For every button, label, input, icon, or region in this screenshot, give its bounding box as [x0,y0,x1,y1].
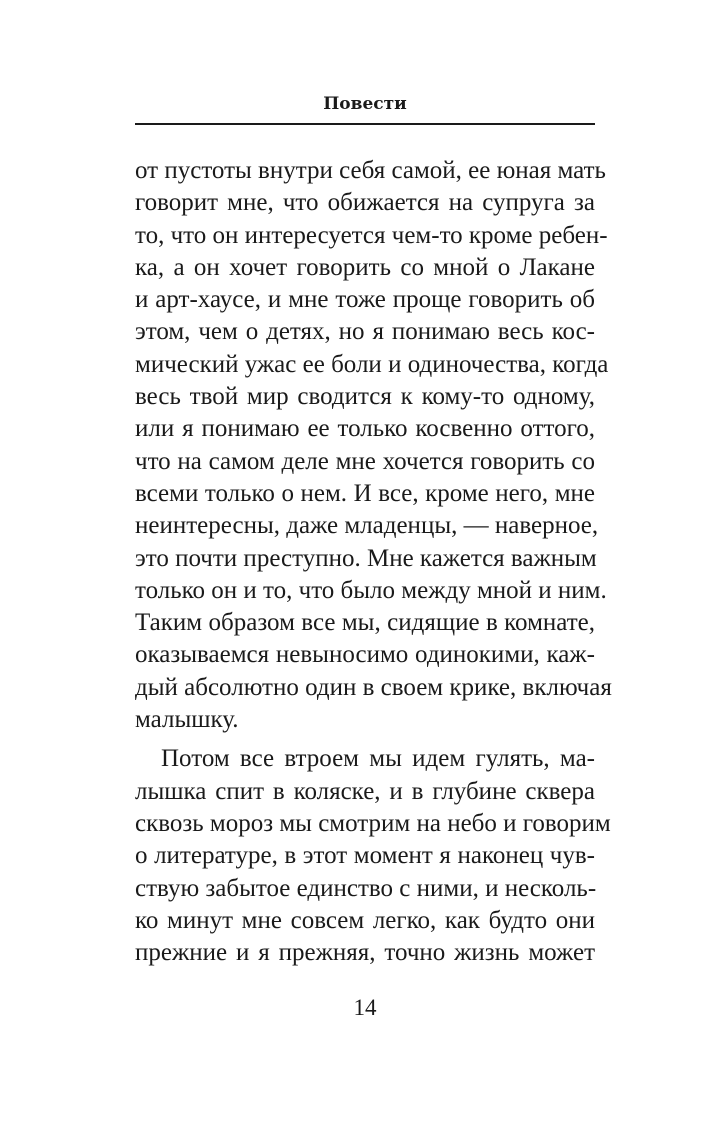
text-line: весь твой мир сводится к кому-то одному, [135,383,595,411]
text-line: этом, чем о детях, но я понимаю весь кос- [135,318,595,346]
text-line: или я понимаю ее только косвенно оттого, [135,415,595,443]
text-line: Таким образом все мы, сидящие в комнате, [135,609,595,637]
text-line: от пустоты внутри себя самой, ее юная мать [135,157,606,184]
text-line: Потом все втроем мы идем гулять, ма- [161,745,595,773]
text-line: о литературе, в этот момент я наконец чув- [135,842,595,870]
text-line: прежние и я прежняя, точно жизнь может [135,939,595,967]
text-line: ко минут мне совсем легко, как будто они [135,906,595,934]
text-line: дый абсолютно один в своем крике, включая [135,673,612,701]
text-line: ствую забытое единство с ними, и несколь- [135,874,597,902]
text-line: лышка спит в коляске, и в глубине сквера [135,777,595,805]
running-head: Повести [323,94,407,114]
text-line: малышку. [135,706,239,734]
page-number: 14 [353,995,377,1020]
text-line: и арт-хаусе, и мне тоже проще говорить об [135,286,595,314]
body-text [135,155,612,969]
paragraph-1 [135,155,612,736]
text-line: что на самом деле мне хочется говорить со [135,447,595,475]
text-line: только он и то, что было между мной и ним. [135,576,607,604]
text-line: то, что он интересуется чем-то кроме ребен- [135,221,608,249]
text-line: говорит мне, что обижается на супруга за [135,189,595,217]
paragraph-2 [135,743,611,969]
text-line: неинтересны, даже младенцы, — наверное, [135,512,599,540]
text-line: это почти преступно. Мне кажется важным [135,544,597,572]
paragraph-gap [135,736,595,743]
text-line: всеми только о нем. И все, кроме него, мне [135,479,595,507]
text-line: оказываемся невыносимо одинокими, каж- [135,641,595,669]
text-line: мический ужас ее боли и одиночества, когда [135,350,609,378]
text-line: ка, а он хочет говорить со мной о Лакане [135,253,595,281]
text-line: сквозь мороз мы смотрим на небо и говорим [135,809,611,837]
header-rule [135,123,595,125]
